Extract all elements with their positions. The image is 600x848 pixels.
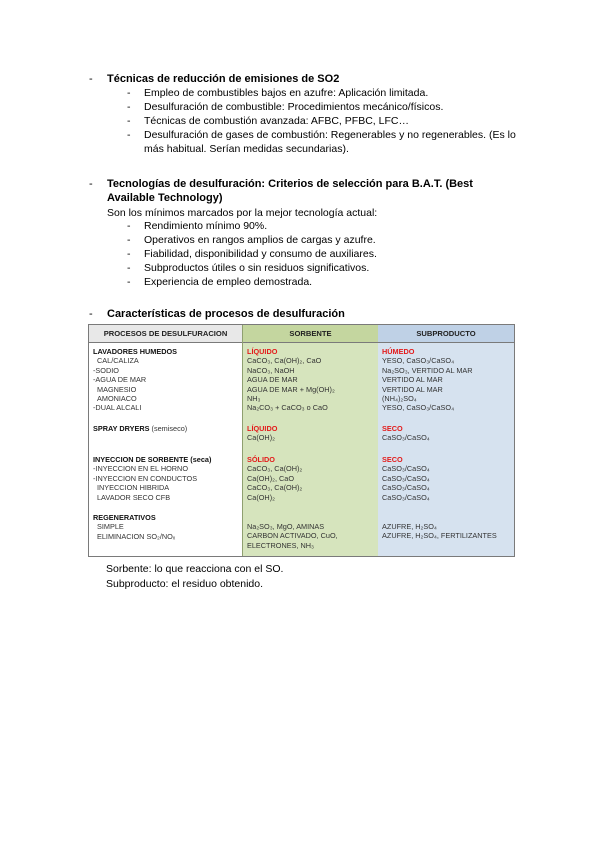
section-title: Técnicas de reducción de emisiones de SO2	[107, 73, 340, 85]
table-cell: ELIMINACION SO₂/NOₓ	[97, 531, 176, 541]
sorbent-column	[242, 325, 379, 556]
state-label: SÓLIDO	[247, 455, 275, 464]
group-spray-dryers	[93, 424, 240, 433]
state-label: SECO	[382, 455, 403, 464]
group-sorbent-injection-byproduct	[382, 455, 512, 502]
process-column	[89, 325, 242, 556]
section-title: Tecnologías de desulfuración: Criterios de selección para B.A.T. (Best Available Technology)	[107, 178, 473, 204]
table-cell: Na₂SO₃, MgO, AMINAS	[247, 522, 325, 531]
table-cell: VERTIDO AL MAR	[382, 375, 443, 385]
table-cell: NaCO₃, NaOH	[247, 365, 295, 375]
group-regenerative	[93, 513, 240, 541]
note-byproduct: Subproducto: el residuo obtenido.	[106, 578, 264, 590]
group-sorbent-injection	[93, 455, 240, 502]
group-wet-scrubbers	[93, 347, 240, 413]
table-cell: -SODIO	[93, 365, 119, 375]
table-cell: AZUFRE, H₂SO₄	[382, 522, 437, 531]
desulfuration-table	[88, 324, 515, 557]
group-title: LAVADORES HUMEDOS	[93, 347, 178, 356]
byproduct-column	[378, 325, 514, 556]
table-cell: ELECTRONES, NH₃	[247, 540, 315, 550]
table-header: SUBPRODUCTO	[378, 325, 514, 343]
table-cell: CAL/CALIZA	[97, 356, 139, 366]
table-cell: AGUA DE MAR + Mg(OH)₂	[247, 384, 335, 394]
technique-list	[127, 87, 522, 157]
section-intro: Son los mínimos marcados por la mejor tecnología actual:	[107, 207, 378, 219]
group-title: REGENERATIVOS	[93, 513, 156, 522]
table-header: PROCESOS DE DESULFURACION	[89, 325, 242, 343]
group-wet-scrubbers-sorbent	[247, 347, 376, 413]
table-header: SORBENTE	[243, 325, 378, 343]
table-cell: CaSO₃/CaSO₄	[382, 433, 430, 443]
section-bullet: -	[89, 73, 93, 85]
table-cell: -INYECCION EN EL HORNO	[93, 464, 189, 474]
list-item: - Rendimiento mínimo 90%.	[127, 220, 268, 232]
criteria-list	[127, 220, 522, 290]
list-item: - Experiencia de empleo demostrada.	[127, 275, 313, 288]
table-cell: Ca(OH)₂, CaO	[247, 473, 295, 483]
state-label: HÚMEDO	[382, 347, 415, 356]
table-cell: Na₂CO₃ + CaCO₃ o CaO	[247, 403, 328, 413]
group-wet-scrubbers-byproduct	[382, 347, 512, 413]
group-sorbent-injection-sorbent	[247, 455, 376, 502]
list-item: - Desulfuración de combustible: Procedimientos mecánico/físicos.	[127, 100, 444, 113]
group-note: (semiseco)	[151, 424, 188, 433]
state-label: LÍQUIDO	[247, 424, 278, 433]
table-cell: SIMPLE	[97, 522, 124, 532]
list-item: - Empleo de combustibles bajos en azufre: Aplicación limitada.	[127, 87, 429, 99]
table-cell: CaCO₃, Ca(OH)₂, CaO	[247, 356, 322, 366]
group-regenerative-byproduct	[382, 522, 512, 541]
table-cell: (NH₄)₂SO₄	[382, 394, 417, 404]
table-cell: AGUA DE MAR	[247, 375, 298, 385]
table-cell: AMONIACO	[97, 394, 137, 404]
list-item: - Desulfuración de gases de combustión: Regenerables y no regenerables. (Es lo más habitual. Serían medidas secundarias).	[127, 128, 516, 155]
table-cell: Na₂SO₃, VERTIDO AL MAR	[382, 365, 473, 375]
table-cell: YESO, CaSO₃/CaSO₄	[382, 403, 455, 413]
group-regenerative-sorbent	[247, 522, 376, 550]
table-cell: NH₃	[247, 394, 261, 404]
table-cell: MAGNESIO	[97, 384, 137, 394]
state-label: SECO	[382, 424, 403, 433]
table-cell: CaSO₃/CaSO₄	[382, 464, 430, 474]
list-item: - Fiabilidad, disponibilidad y consumo de auxiliares.	[127, 247, 377, 260]
note-sorbent: Sorbente: lo que reacciona con el SO.	[106, 563, 284, 575]
group-title: SPRAY DRYERS	[93, 424, 150, 433]
table-cell: -AGUA DE MAR	[93, 375, 147, 385]
table-cell: CaCO₃, Ca(OH)₂	[247, 464, 303, 474]
list-item: - Subproductos útiles o sin residuos significativos.	[127, 261, 370, 274]
table-cell: YESO, CaSO₃/CaSO₄	[382, 356, 455, 366]
table-cell: Ca(OH)₂	[247, 492, 275, 502]
section-title: Características de procesos de desulfuración	[107, 308, 345, 320]
group-spray-dryers-sorbent	[247, 424, 376, 443]
group-spray-dryers-byproduct	[382, 424, 512, 443]
table-cell: -DUAL ALCALI	[93, 403, 142, 413]
table-cell: AZUFRE, H₂SO₄, FERTILIZANTES	[382, 531, 497, 541]
table-cell: Ca(OH)₂	[247, 433, 275, 443]
list-item: - Técnicas de combustión avanzada: AFBC, PFBC, LFC…	[127, 114, 409, 127]
table-cell: CaSO₃/CaSO₄	[382, 483, 430, 493]
table-cell: VERTIDO AL MAR	[382, 384, 443, 394]
table-cell: CaSO₃/CaSO₄	[382, 473, 430, 483]
section-bullet: -	[89, 178, 93, 190]
table-cell: LAVADOR SECO CFB	[97, 492, 171, 502]
table-cell: CaCO₃, Ca(OH)₂	[247, 483, 303, 493]
table-cell: INYECCION HIBRIDA	[97, 483, 170, 493]
table-cell: CaSO₃/CaSO₄	[382, 492, 430, 502]
table-cell: CARBON ACTIVADO, CuO,	[247, 531, 338, 541]
section-bullet: -	[89, 308, 93, 320]
table-cell: -INYECCION EN CONDUCTOS	[93, 473, 198, 483]
list-item: - Operativos en rangos amplios de cargas y azufre.	[127, 233, 376, 246]
state-label: LÍQUIDO	[247, 347, 278, 356]
group-title: INYECCION DE SORBENTE (seca)	[93, 455, 212, 464]
